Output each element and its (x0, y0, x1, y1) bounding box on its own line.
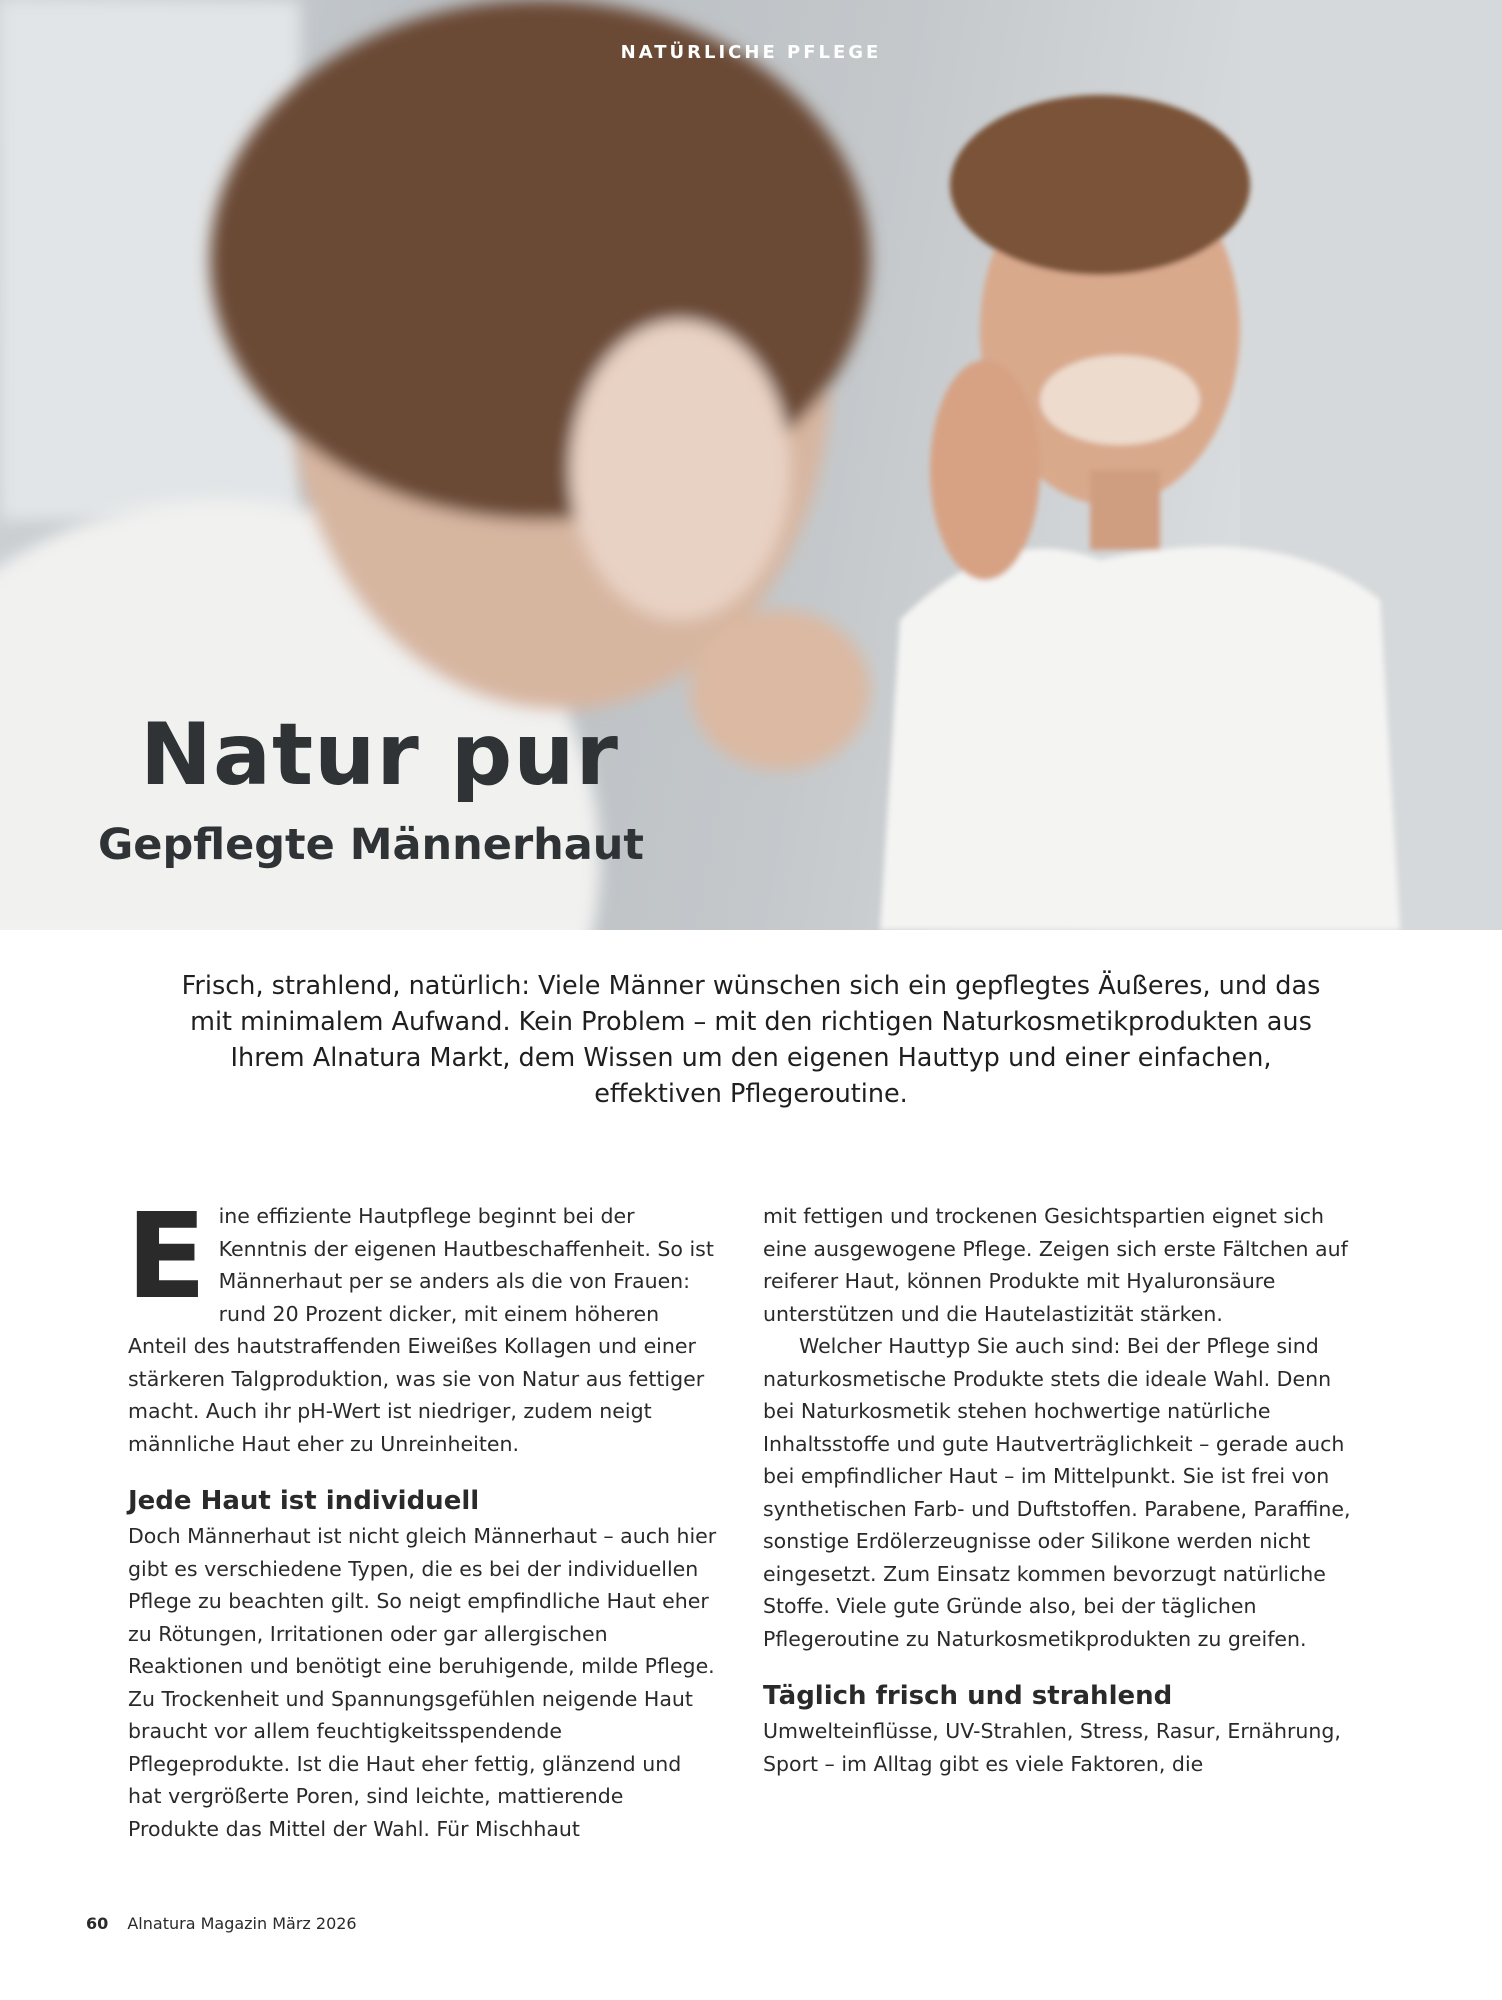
section-kicker: NATÜRLICHE PFLEGE (620, 42, 882, 63)
left-column (126, 1187, 718, 1845)
right-paragraph-3: Umwelteinflüsse, UV-Strahlen, Stress, Rasur, Ernährung, Sport – im Alltag gibt es viele Faktoren, die (763, 1719, 1341, 1776)
left-heading: Jede Haut ist individuell (128, 1486, 480, 1516)
drop-cap: E (126, 1187, 207, 1325)
page-footer (86, 1914, 357, 1933)
magazine-name: Alnatura Magazin März 2026 (127, 1914, 357, 1933)
right-paragraph-2: Welcher Hauttyp Sie auch sind: Bei der Pflege sind naturkosmetische Produkte stets die ideale Wahl. Denn bei Naturkosmetik stehen hochwertige natürliche Inhaltsstoffe und gute Hautverträglichkeit – gerade auch bei empfindlicher Haut – im Mittelpunkt. Sie ist frei von synthetischen Farb- und Duftstoffen. Parabene, Paraffine, sonstige Erdölerzeugnisse oder Silikone werden nicht eingesetzt. Zum Einsatz kommen bevorzugt natürliche Stoffe. Viele gute Gründe also, bei der täglichen Pflegeroutine zu Naturkosmetikprodukten zu greifen. (763, 1334, 1351, 1651)
left-paragraph-2: Doch Männerhaut ist nicht gleich Männerhaut – auch hier gibt es verschiedene Typen, die es bei der individuellen Pflege zu beachten gilt. So neigt empfindliche Haut eher zu Rötungen, Irritationen oder gar allergischen Reaktionen und benötigt eine beruhigende, milde Pflege. Zu Trockenheit und Spannungsgefühlen neigende Haut braucht vor allem feuchtigkeitsspendende Pflegeprodukte. Ist die Haut eher fettig, glänzend und hat vergrößerte Poren, sind leichte, mattierende Produkte das Mittel der Wahl. Für Mischhaut (128, 1524, 717, 1841)
left-paragraph-1: ine effiziente Hautpflege beginnt bei der Kenntnis der eigenen Hautbeschaffenheit. So ist Männerhaut per se anders als die von Frauen: rund 20 Prozent dicker, mit einem höheren Anteil des hautstraffenden Eiweißes Kollagen und einer stärkeren Talgproduktion, was sie von Natur aus fettiger macht. Auch ihr pH-Wert ist niedriger, zudem neigt männliche Haut eher zu Unreinheiten. (128, 1204, 714, 1456)
article-title: Natur pur (140, 705, 619, 805)
article-subtitle: Gepflegte Männerhaut (98, 820, 644, 870)
page-number: 60 (86, 1914, 109, 1933)
right-heading: Täglich frisch und strahlend (763, 1681, 1173, 1711)
article-intro: Frisch, strahlend, natürlich: Viele Männer wünschen sich ein gepflegtes Äußeres, und das mit minimalem Aufwand. Kein Problem – mit den richtigen Naturkosmetikprodukten aus Ihrem Alnatura Markt, dem Wissen um den eigenen Hauttyp und einer einfachen, effektiven Pflegeroutine. (181, 971, 1321, 1109)
right-paragraph-1: mit fettigen und trockenen Gesichtspartien eignet sich eine ausgewogene Pflege. Zeigen sich erste Fältchen auf reiferer Haut, können Produkte mit Hyaluronsäure unterstützen und die Hautelastizität stärken. (763, 1204, 1348, 1326)
hero-photo (0, 0, 1502, 930)
right-column (763, 1200, 1363, 1780)
